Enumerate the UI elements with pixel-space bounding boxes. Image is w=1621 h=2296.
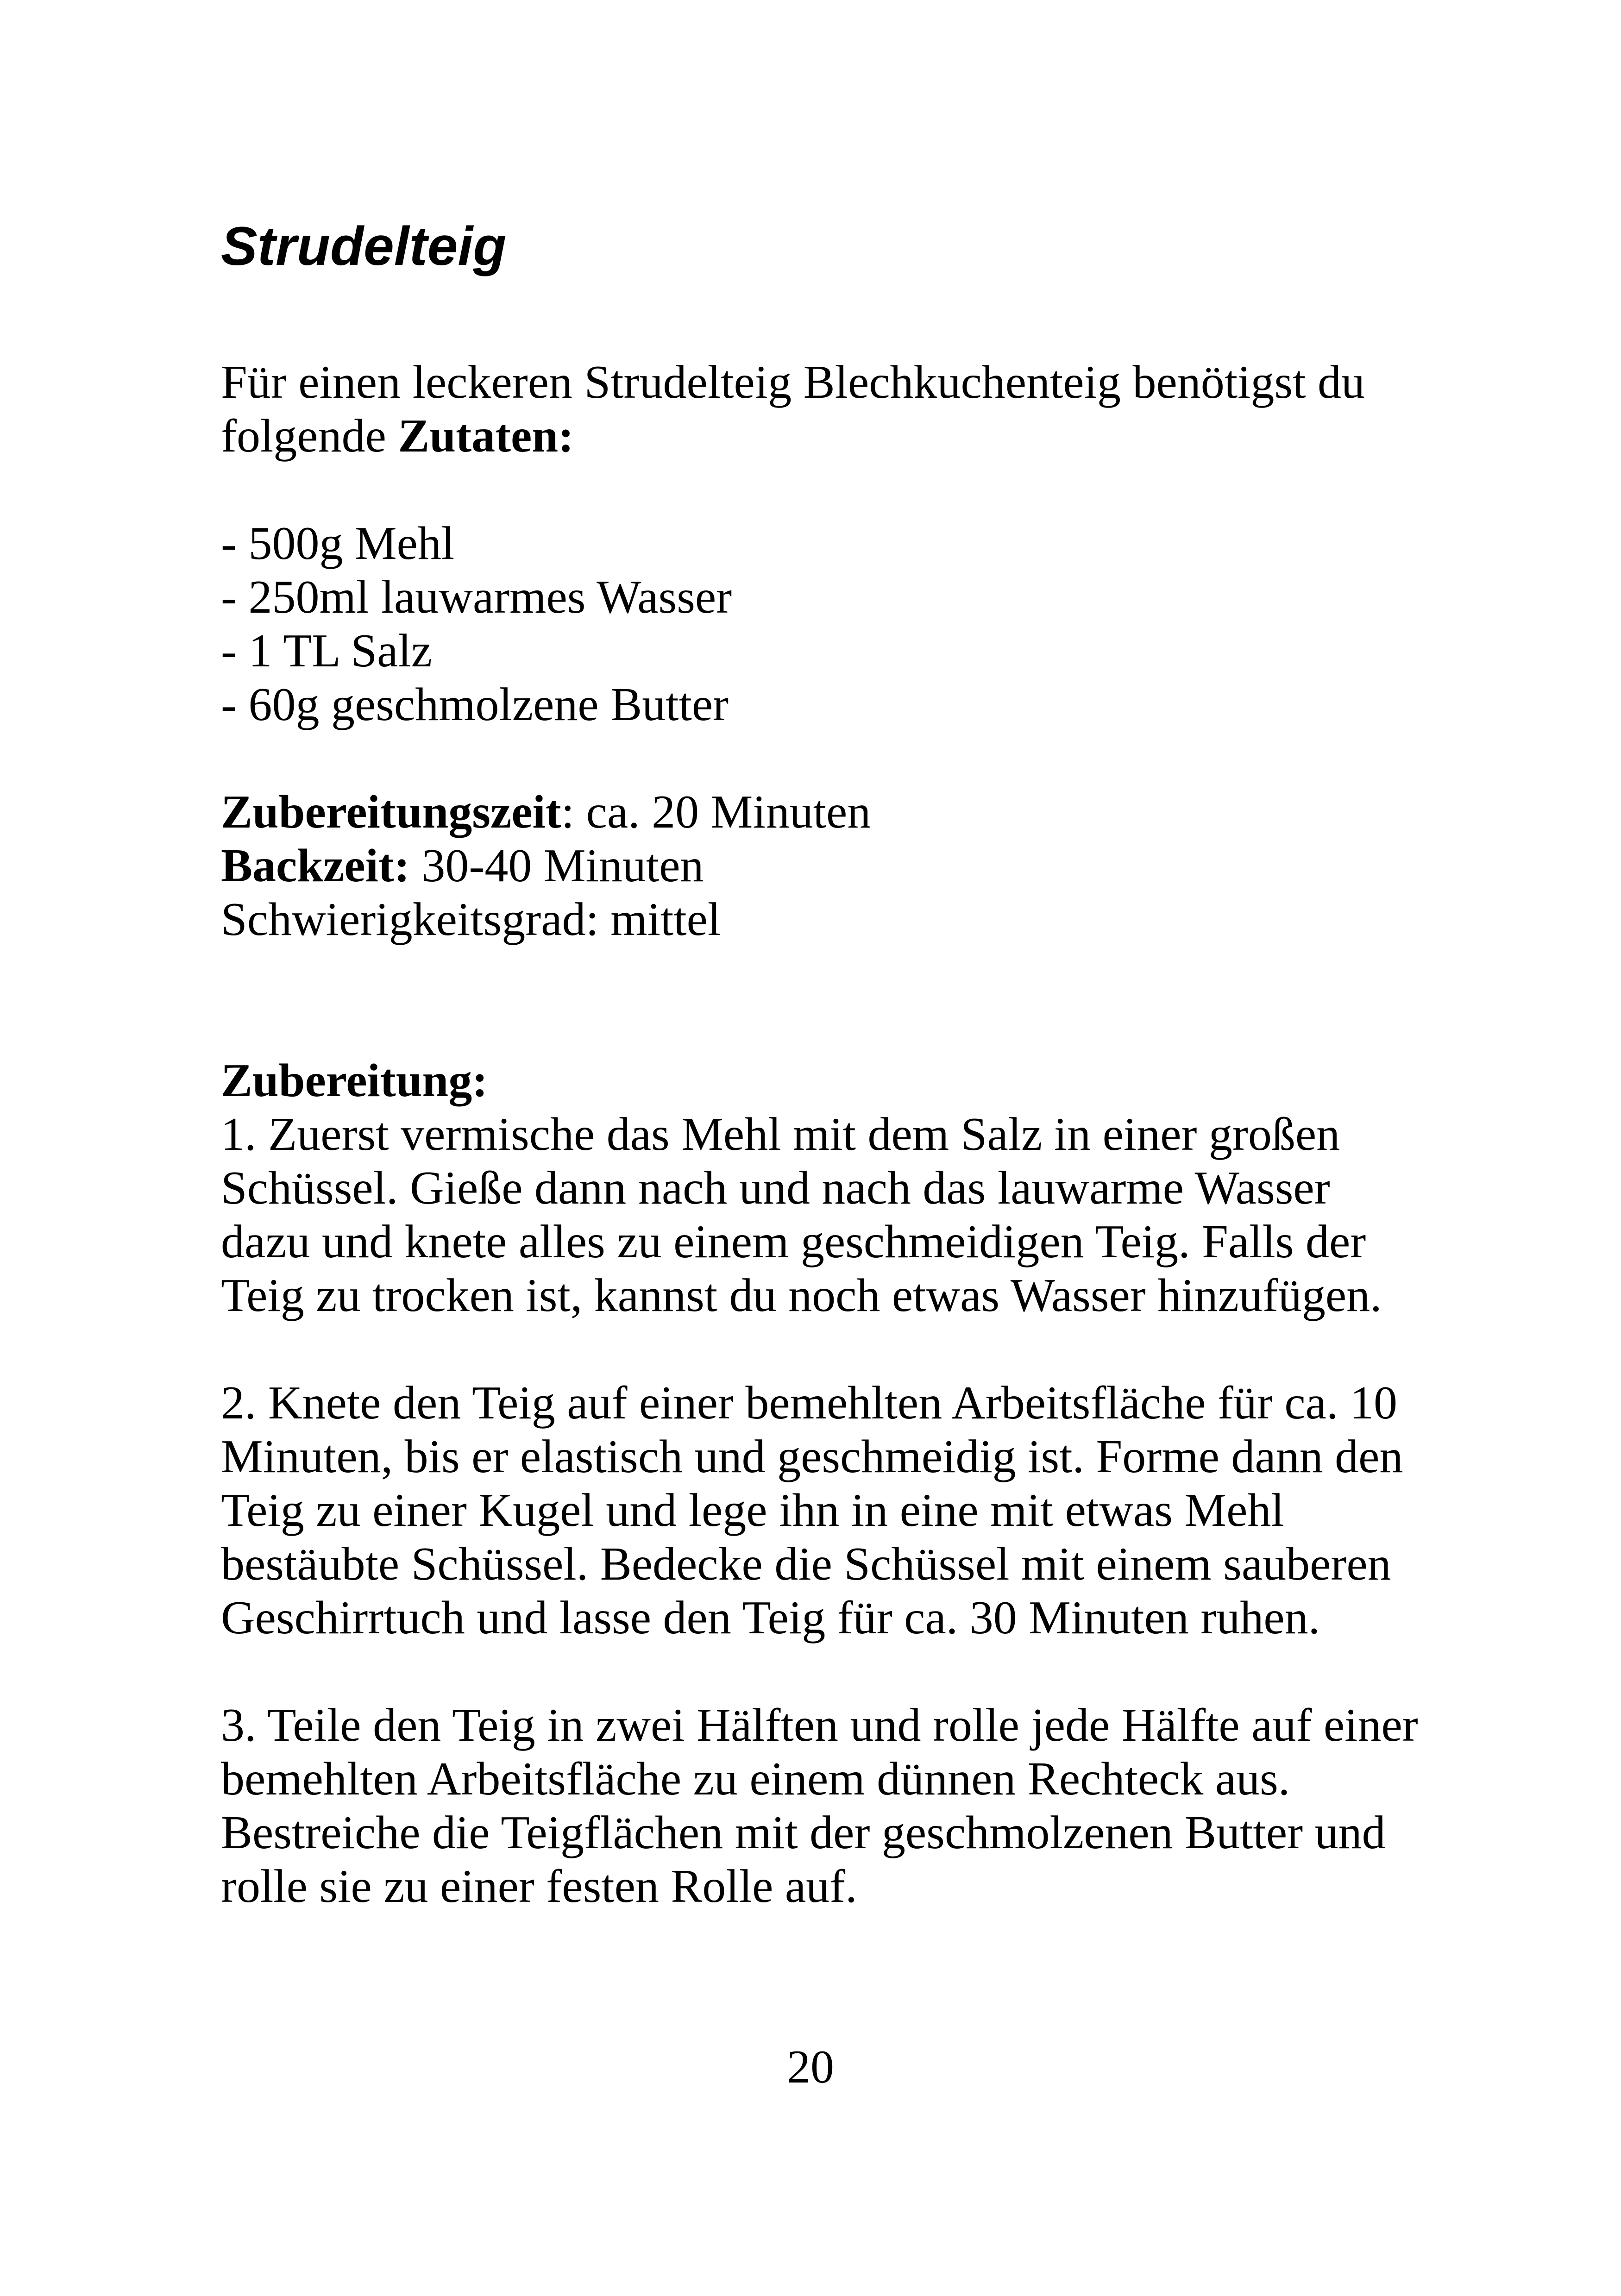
step-line: Teig zu trocken ist, kannst du noch etwas Wasser hinzufügen. — [221, 1269, 1382, 1322]
page-number: 20 — [787, 2041, 834, 2093]
ingredient-item: - 250ml lauwarmes Wasser — [221, 571, 732, 623]
step-paragraph — [221, 1108, 1448, 1323]
step-line: Schüssel. Gieße dann nach und nach das lauwarme Wasser — [221, 1162, 1330, 1214]
prep-time-value: : ca. 20 Minuten — [561, 786, 871, 838]
recipe-meta — [221, 785, 1448, 947]
step-line: bemehlten Arbeitsfläche zu einem dünnen Rechteck aus. — [221, 1753, 1290, 1805]
ingredient-list — [221, 517, 1448, 732]
ingredient-item: - 500g Mehl — [221, 517, 455, 570]
bake-time — [221, 839, 1448, 893]
ingredients-label: Zutaten: — [398, 410, 574, 462]
step-paragraph — [221, 1699, 1448, 1913]
step-line: Teig zu einer Kugel und lege ihn in eine mit etwas Mehl — [221, 1484, 1284, 1537]
intro-text: folgende — [221, 410, 398, 462]
intro-line — [221, 409, 1448, 463]
intro-line: Für einen leckeren Strudelteig Blechkuchenteig benötigst du — [221, 356, 1365, 408]
step-line: dazu und knete alles zu einem geschmeidigen Teig. Falls der — [221, 1216, 1366, 1268]
step-line: Geschirrtuch und lasse den Teig für ca. 30 Minuten ruhen. — [221, 1592, 1320, 1644]
recipe-body — [221, 356, 1448, 1913]
page-title: Strudelteig — [221, 216, 507, 277]
preparation-heading: Zubereitung: — [221, 1054, 488, 1107]
step-line: 3. Teile den Teig in zwei Hälften und rolle jede Hälfte auf einer — [221, 1699, 1418, 1751]
step-line: 1. Zuerst vermische das Mehl mit dem Salz in einer großen — [221, 1108, 1340, 1161]
prep-time-label: Zubereitungszeit — [221, 786, 561, 838]
step-paragraph — [221, 1376, 1448, 1645]
ingredient-item: - 1 TL Salz — [221, 625, 433, 677]
bake-time-value: 30-40 Minuten — [409, 840, 704, 892]
step-line: 2. Knete den Teig auf einer bemehlten Arbeitsfläche für ca. 10 — [221, 1377, 1397, 1429]
intro-paragraph — [221, 356, 1448, 463]
step-line: Bestreiche die Teigflächen mit der geschmolzenen Butter und — [221, 1807, 1386, 1859]
bake-time-label: Backzeit: — [221, 840, 410, 892]
ingredient-item: - 60g geschmolzene Butter — [221, 678, 729, 731]
step-line: Minuten, bis er elastisch und geschmeidig ist. Forme dann den — [221, 1430, 1403, 1483]
difficulty: Schwierigkeitsgrad: mittel — [221, 893, 721, 946]
step-line: bestäubte Schüssel. Bedecke die Schüssel mit einem sauberen — [221, 1538, 1391, 1590]
prep-time — [221, 785, 1448, 839]
step-line: rolle sie zu einer festen Rolle auf. — [221, 1860, 857, 1913]
